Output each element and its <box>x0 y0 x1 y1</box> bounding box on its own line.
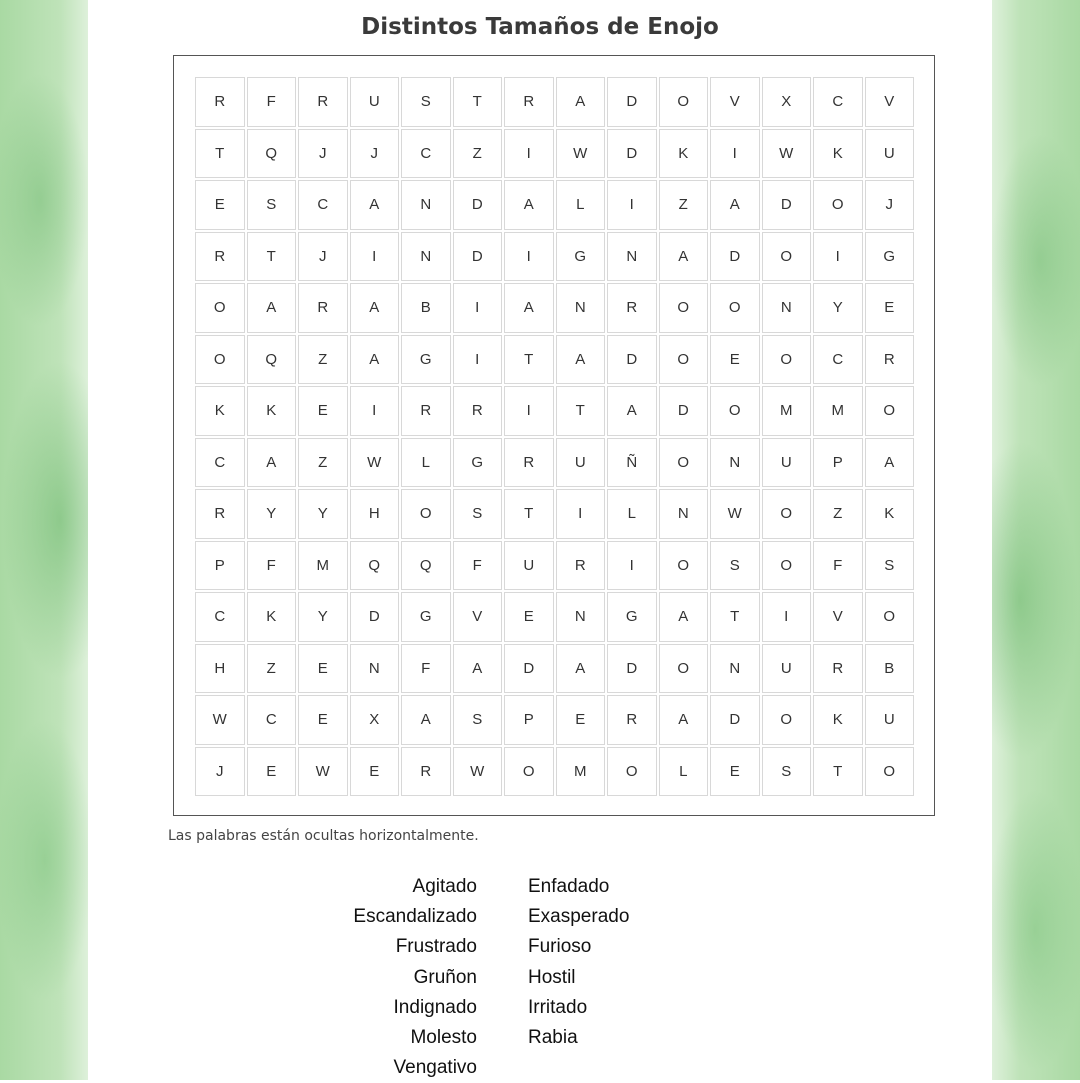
grid-cell[interactable]: J <box>298 129 348 179</box>
grid-cell[interactable]: L <box>607 489 657 539</box>
word-list-item: Indignado <box>393 996 477 1018</box>
grid-cell[interactable]: W <box>350 438 400 488</box>
grid-cell[interactable]: E <box>556 695 606 745</box>
grid-cell[interactable]: P <box>504 695 554 745</box>
grid-cell[interactable]: A <box>504 180 554 230</box>
grid-cell[interactable]: I <box>710 129 760 179</box>
grid-cell[interactable]: I <box>453 335 503 385</box>
grid-cell[interactable]: Z <box>247 644 297 694</box>
grid-cell[interactable]: O <box>659 77 709 127</box>
grid-cell[interactable]: A <box>865 438 915 488</box>
grid-cell[interactable]: E <box>865 283 915 333</box>
grid-cell[interactable]: S <box>247 180 297 230</box>
grid-cell[interactable]: E <box>247 747 297 797</box>
instructions-text: Las palabras están ocultas horizontalmente. <box>168 828 479 844</box>
grid-cell[interactable]: A <box>659 232 709 282</box>
grid-cell[interactable]: A <box>710 180 760 230</box>
grid-cell[interactable]: T <box>195 129 245 179</box>
grid-cell[interactable]: O <box>762 489 812 539</box>
grid-cell[interactable]: T <box>504 489 554 539</box>
grid-cell[interactable]: R <box>298 77 348 127</box>
grid-cell[interactable]: O <box>659 644 709 694</box>
grid-cell[interactable]: I <box>504 129 554 179</box>
grid-cell[interactable]: X <box>350 695 400 745</box>
grid-cell[interactable]: A <box>350 180 400 230</box>
grid-cell[interactable]: Z <box>453 129 503 179</box>
grid-cell[interactable]: V <box>813 592 863 642</box>
grid-cell[interactable]: U <box>865 129 915 179</box>
grid-cell[interactable]: E <box>298 695 348 745</box>
grid-cell[interactable]: D <box>607 644 657 694</box>
grid-cell[interactable]: A <box>247 283 297 333</box>
grid-cell[interactable]: S <box>710 541 760 591</box>
grid-cell[interactable]: D <box>453 180 503 230</box>
grid-cell[interactable]: F <box>247 541 297 591</box>
grid-cell[interactable]: D <box>504 644 554 694</box>
grid-cell[interactable]: B <box>865 644 915 694</box>
grid-cell[interactable]: D <box>762 180 812 230</box>
grid-cell[interactable]: O <box>865 747 915 797</box>
grid-cell[interactable]: G <box>401 592 451 642</box>
grid-cell[interactable]: K <box>865 489 915 539</box>
grid-cell[interactable]: O <box>762 232 812 282</box>
word-list-item: Exasperado <box>528 906 630 928</box>
grid-cell[interactable]: T <box>556 386 606 436</box>
grid-cell[interactable]: S <box>401 77 451 127</box>
grid-cell[interactable]: O <box>659 438 709 488</box>
grid-cell[interactable]: C <box>813 77 863 127</box>
grid-cell[interactable]: A <box>556 77 606 127</box>
grid-cell[interactable]: Ñ <box>607 438 657 488</box>
grid-cell[interactable]: Z <box>659 180 709 230</box>
grid-cell[interactable]: I <box>556 489 606 539</box>
grid-cell[interactable]: A <box>350 283 400 333</box>
grid-cell[interactable]: D <box>453 232 503 282</box>
grid-cell[interactable]: J <box>865 180 915 230</box>
grid-cell[interactable]: V <box>865 77 915 127</box>
word-list-item: Escandalizado <box>353 906 477 928</box>
grid-cell[interactable]: M <box>813 386 863 436</box>
grid-cell[interactable]: N <box>350 644 400 694</box>
grid-cell[interactable]: O <box>865 386 915 436</box>
grid-cell[interactable]: N <box>659 489 709 539</box>
grid-cell[interactable]: D <box>659 386 709 436</box>
grid-cell[interactable]: T <box>247 232 297 282</box>
grid-cell[interactable]: C <box>813 335 863 385</box>
grid-cell[interactable]: W <box>710 489 760 539</box>
grid-cell[interactable]: W <box>298 747 348 797</box>
grid-cell[interactable]: S <box>762 747 812 797</box>
grid-cell[interactable]: I <box>453 283 503 333</box>
grid-cell[interactable]: K <box>247 386 297 436</box>
grid-cell[interactable]: S <box>865 541 915 591</box>
grid-cell[interactable]: Q <box>350 541 400 591</box>
grid-cell[interactable]: R <box>504 438 554 488</box>
word-list-item: Gruñon <box>413 966 477 988</box>
grid-cell[interactable]: H <box>195 644 245 694</box>
grid-cell[interactable]: O <box>195 283 245 333</box>
grid-cell[interactable]: N <box>710 644 760 694</box>
grid-cell[interactable]: F <box>401 644 451 694</box>
grid-cell[interactable]: N <box>607 232 657 282</box>
grid-cell[interactable]: A <box>659 695 709 745</box>
grid-cell[interactable]: O <box>710 283 760 333</box>
grid-cell[interactable]: R <box>813 644 863 694</box>
grid-cell[interactable]: U <box>556 438 606 488</box>
word-list-item: Vengativo <box>393 1057 477 1079</box>
grid-cell[interactable]: A <box>350 335 400 385</box>
worksheet-page <box>88 0 992 1080</box>
puzzle-frame <box>173 55 935 816</box>
grid-cell[interactable]: K <box>195 386 245 436</box>
grid-cell[interactable]: A <box>659 592 709 642</box>
grid-cell[interactable]: K <box>813 695 863 745</box>
grid-cell[interactable]: C <box>401 129 451 179</box>
grid-cell[interactable]: C <box>298 180 348 230</box>
grid-cell[interactable]: Y <box>298 592 348 642</box>
grid-cell[interactable]: O <box>401 489 451 539</box>
grid-cell[interactable]: O <box>659 283 709 333</box>
grid-cell[interactable]: E <box>504 592 554 642</box>
grid-cell[interactable]: E <box>298 386 348 436</box>
grid-cell[interactable]: A <box>607 386 657 436</box>
grid-cell[interactable]: R <box>401 747 451 797</box>
word-list-item: Hostil <box>528 966 576 988</box>
grid-cell[interactable]: P <box>195 541 245 591</box>
grid-cell[interactable]: O <box>710 386 760 436</box>
grid-cell[interactable]: Z <box>813 489 863 539</box>
grid-cell[interactable]: H <box>350 489 400 539</box>
grid-cell[interactable]: U <box>865 695 915 745</box>
grid-cell[interactable]: D <box>350 592 400 642</box>
grid-cell[interactable]: R <box>865 335 915 385</box>
grid-cell[interactable]: Y <box>247 489 297 539</box>
grid-cell[interactable]: O <box>813 180 863 230</box>
grid-cell[interactable]: O <box>659 541 709 591</box>
word-list-item: Frustrado <box>395 936 477 958</box>
grid-cell[interactable]: W <box>556 129 606 179</box>
grid-cell[interactable]: W <box>195 695 245 745</box>
grid-cell[interactable]: D <box>710 695 760 745</box>
grid-cell[interactable]: J <box>350 129 400 179</box>
grid-cell[interactable]: N <box>401 232 451 282</box>
grid-cell[interactable]: O <box>762 335 812 385</box>
grid-cell[interactable]: X <box>762 77 812 127</box>
grid-cell[interactable]: V <box>710 77 760 127</box>
grid-cell[interactable]: Q <box>247 129 297 179</box>
grid-cell[interactable]: G <box>401 335 451 385</box>
grid-cell[interactable]: R <box>556 541 606 591</box>
grid-cell[interactable]: O <box>195 335 245 385</box>
grid-cell[interactable]: T <box>453 77 503 127</box>
grid-cell[interactable]: K <box>659 129 709 179</box>
grid-cell[interactable]: E <box>710 335 760 385</box>
grid-cell[interactable]: Q <box>401 541 451 591</box>
grid-cell[interactable]: P <box>813 438 863 488</box>
grid-cell[interactable]: N <box>556 592 606 642</box>
grid-cell[interactable]: I <box>504 232 554 282</box>
grid-cell[interactable]: K <box>247 592 297 642</box>
grid-cell[interactable]: C <box>247 695 297 745</box>
grid-cell[interactable]: S <box>453 695 503 745</box>
word-list-item: Molesto <box>410 1027 477 1049</box>
grid-cell[interactable]: F <box>453 541 503 591</box>
grid-cell[interactable]: R <box>453 386 503 436</box>
grid-cell[interactable]: I <box>762 592 812 642</box>
grid-cell[interactable]: N <box>762 283 812 333</box>
grid-cell[interactable]: T <box>504 335 554 385</box>
grid-cell[interactable]: S <box>453 489 503 539</box>
grid-cell[interactable]: V <box>453 592 503 642</box>
grid-cell[interactable]: E <box>195 180 245 230</box>
grid-cell[interactable]: M <box>298 541 348 591</box>
grid-cell[interactable]: G <box>607 592 657 642</box>
word-list-item: Rabia <box>528 1027 578 1049</box>
grid-cell[interactable]: W <box>453 747 503 797</box>
grid-cell[interactable]: F <box>813 541 863 591</box>
grid-cell[interactable]: T <box>710 592 760 642</box>
letter-grid <box>195 77 914 796</box>
grid-cell[interactable]: J <box>298 232 348 282</box>
grid-cell[interactable]: O <box>504 747 554 797</box>
grid-cell[interactable]: A <box>504 283 554 333</box>
grid-cell[interactable]: U <box>762 644 812 694</box>
grid-cell[interactable]: Y <box>298 489 348 539</box>
grid-cell[interactable]: A <box>247 438 297 488</box>
word-list-item: Irritado <box>528 996 588 1018</box>
grid-cell[interactable]: N <box>556 283 606 333</box>
grid-cell[interactable]: I <box>607 541 657 591</box>
grid-cell[interactable]: Z <box>298 335 348 385</box>
grid-cell[interactable]: Z <box>298 438 348 488</box>
grid-cell[interactable]: L <box>659 747 709 797</box>
grid-cell[interactable]: R <box>504 77 554 127</box>
grid-cell[interactable]: D <box>607 129 657 179</box>
grid-cell[interactable]: O <box>762 541 812 591</box>
grid-cell[interactable]: R <box>607 695 657 745</box>
grid-cell[interactable]: G <box>865 232 915 282</box>
grid-cell[interactable]: L <box>401 438 451 488</box>
grid-cell[interactable]: D <box>607 77 657 127</box>
word-list-right <box>528 872 629 1053</box>
grid-cell[interactable]: C <box>195 592 245 642</box>
word-list-item: Agitado <box>412 876 477 897</box>
grid-cell[interactable]: D <box>607 335 657 385</box>
grid-cell[interactable]: I <box>350 386 400 436</box>
grid-cell[interactable]: M <box>762 386 812 436</box>
grid-cell[interactable]: G <box>556 232 606 282</box>
grid-cell[interactable]: Q <box>247 335 297 385</box>
grid-cell[interactable]: K <box>813 129 863 179</box>
grid-cell[interactable]: U <box>762 438 812 488</box>
grid-cell[interactable]: J <box>195 747 245 797</box>
grid-cell[interactable]: E <box>710 747 760 797</box>
grid-cell[interactable]: O <box>659 335 709 385</box>
grid-cell[interactable]: B <box>401 283 451 333</box>
grid-cell[interactable]: I <box>607 180 657 230</box>
grid-cell[interactable]: R <box>401 386 451 436</box>
grid-cell[interactable]: I <box>813 232 863 282</box>
grid-cell[interactable]: R <box>195 77 245 127</box>
grid-cell[interactable]: U <box>350 77 400 127</box>
word-list-left <box>353 872 477 1083</box>
page-title: Distintos Tamaños de Enojo <box>361 14 719 40</box>
grid-cell[interactable]: O <box>762 695 812 745</box>
grid-cell[interactable]: A <box>556 644 606 694</box>
grid-cell[interactable]: M <box>556 747 606 797</box>
grid-cell[interactable]: R <box>195 232 245 282</box>
grid-cell[interactable]: I <box>504 386 554 436</box>
grid-cell[interactable]: R <box>298 283 348 333</box>
grid-cell[interactable]: F <box>247 77 297 127</box>
grid-cell[interactable]: Y <box>813 283 863 333</box>
grid-cell[interactable]: I <box>350 232 400 282</box>
grid-cell[interactable]: R <box>195 489 245 539</box>
grid-cell[interactable]: O <box>607 747 657 797</box>
grid-cell[interactable]: E <box>298 644 348 694</box>
grid-cell[interactable]: A <box>556 335 606 385</box>
grid-cell[interactable]: W <box>762 129 812 179</box>
grid-cell[interactable]: A <box>401 695 451 745</box>
word-list-item: Enfadado <box>528 876 610 897</box>
grid-cell[interactable]: L <box>556 180 606 230</box>
grid-cell[interactable]: A <box>453 644 503 694</box>
word-list-item: Furioso <box>528 936 592 958</box>
grid-cell[interactable]: N <box>401 180 451 230</box>
grid-cell[interactable]: G <box>453 438 503 488</box>
grid-cell[interactable]: C <box>195 438 245 488</box>
grid-cell[interactable]: E <box>350 747 400 797</box>
grid-cell[interactable]: N <box>710 438 760 488</box>
grid-cell[interactable]: R <box>607 283 657 333</box>
grid-cell[interactable]: T <box>813 747 863 797</box>
grid-cell[interactable]: O <box>865 592 915 642</box>
grid-cell[interactable]: U <box>504 541 554 591</box>
grid-cell[interactable]: D <box>710 232 760 282</box>
